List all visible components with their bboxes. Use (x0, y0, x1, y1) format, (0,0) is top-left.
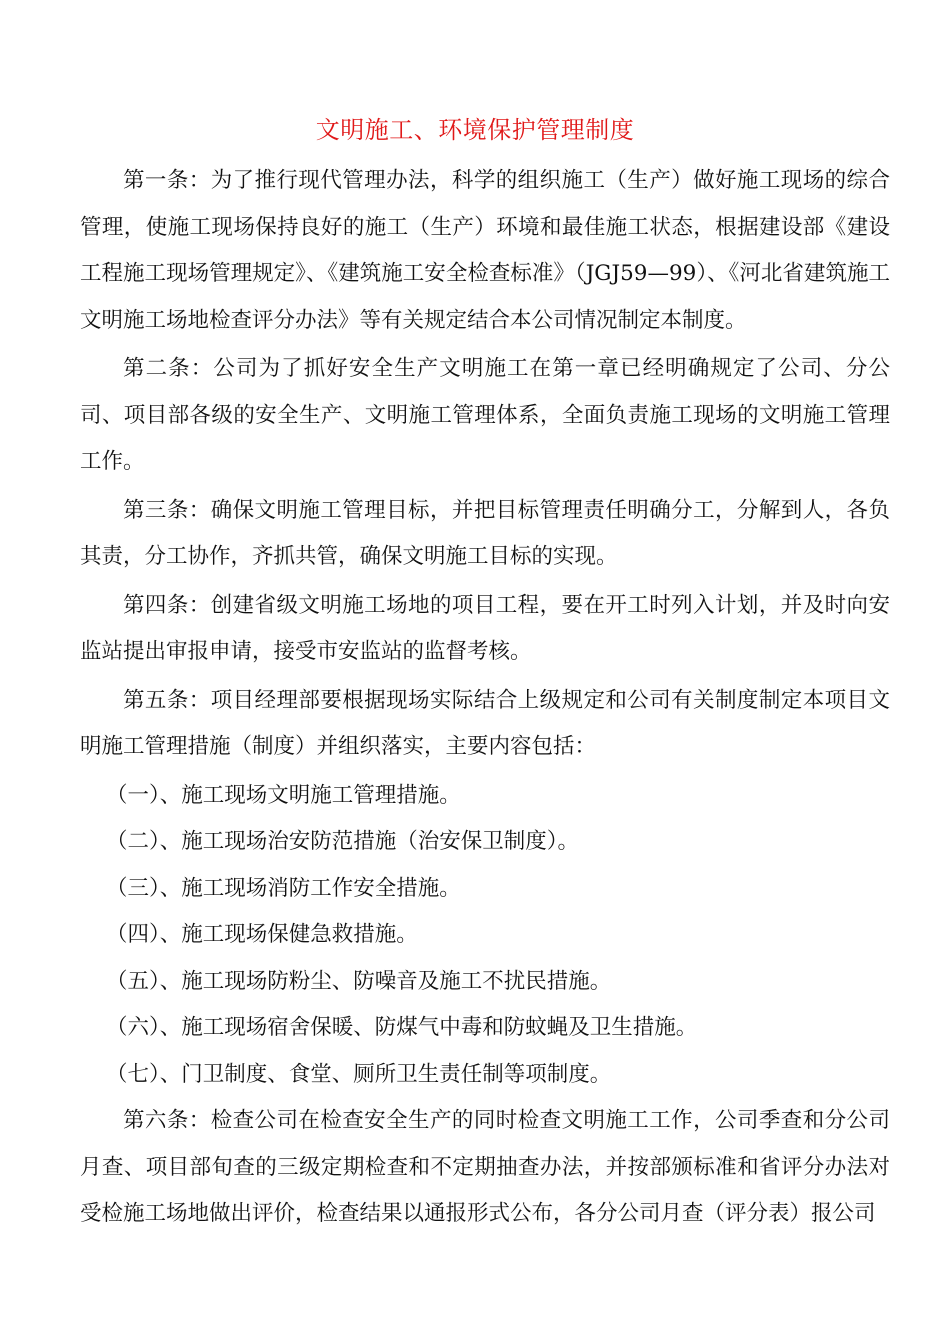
list-item: （六）、施工现场宿舍保暖、防煤气中毒和防蚊蝇及卫生措施。 (106, 1015, 698, 1040)
list-item: （一）、施工现场文明施工管理措施。 (106, 782, 461, 808)
article-2-paragraph: 第二条：公司为了抓好安全生产文明施工在第一章已经明确规定了公司、分公司、项目部各级的安全生产、文明施工管理体系，全面负责施工现场的文明施工管理工作。 (80, 356, 890, 474)
list-item: （四）、施工现场保健急救措施。 (106, 922, 418, 947)
document-body (80, 158, 890, 1240)
document-title: 文明施工、环境保护管理制度 (315, 116, 635, 144)
list-item: （二）、施工现场治安防范措施（治安保卫制度）。 (106, 829, 580, 854)
article-3-paragraph: 第三条：确保文明施工管理目标，并把目标管理责任明确分工，分解到人，各负其责，分工协作，齐抓共管，确保文明施工目标的实现。 (80, 497, 890, 569)
list-item: （五）、施工现场防粉尘、防噪音及施工不扰民措施。 (106, 968, 612, 994)
list-item: （七）、门卫制度、食堂、厕所卫生责任制等项制度。 (106, 1061, 612, 1087)
article-4-paragraph: 第四条：创建省级文明施工场地的项目工程，要在开工时列入计划，并及时向安监站提出审报申请，接受市安监站的监督考核。 (80, 592, 890, 664)
list-item: （三）、施工现场消防工作安全措施。 (106, 875, 461, 901)
article-1-paragraph: 第一条：为了推行现代管理办法，科学的组织施工（生产）做好施工现场的综合管理，使施工现场保持良好的施工（生产）环境和最佳施工状态，根据建设部《建设工程施工现场管理规定》、《建筑施工安全检查标准》（JGJ59—99）、《河北省建筑施工文明施工场地检查评分办法》等有关规定结合本公司情况制定本制度。 (80, 168, 890, 333)
article-6-paragraph: 第六条：检查公司在检查安全生产的同时检查文明施工工作，公司季查和分公司月查、项目部旬查的三级定期检查和不定期抽查办法，并按部颁标准和省评分办法对受检施工场地做出评价，检查结果以通报形式公布，各分公司月查（评分表）报公司 (80, 1108, 890, 1226)
article-5-paragraph: 第五条：项目经理部要根据现场实际结合上级规定和公司有关制度制定本项目文明施工管理措施（制度）并组织落实，主要内容包括： (80, 687, 890, 759)
